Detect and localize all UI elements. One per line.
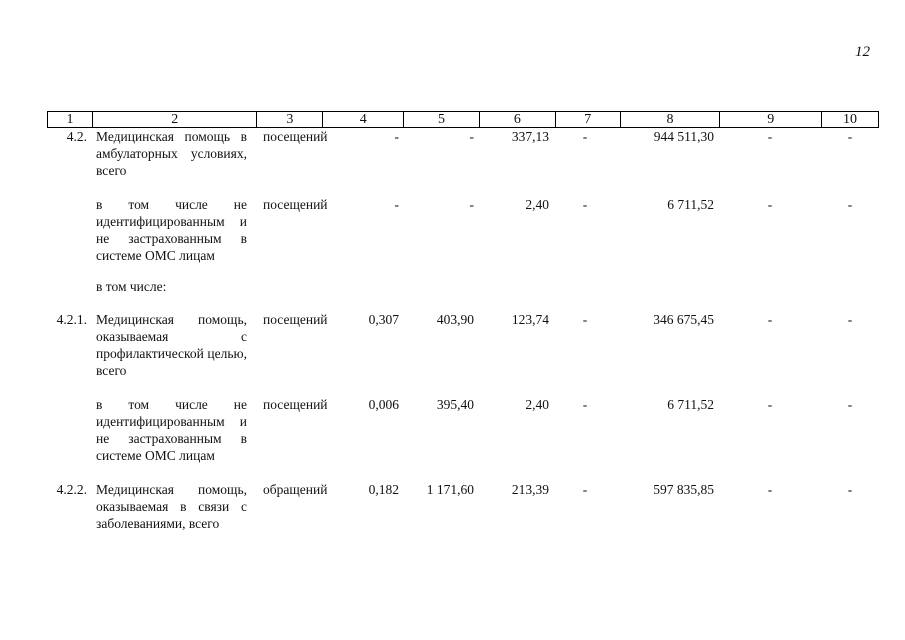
row-number: 4.2.1. <box>56 312 87 327</box>
row-number: 4.2. <box>66 129 87 144</box>
row-unit: посещений <box>263 129 328 144</box>
row-col-5: 395,40 <box>436 397 474 412</box>
row-col-10: - <box>847 312 853 327</box>
row-col-4: 0,006 <box>368 397 399 412</box>
row-col-5: 1 171,60 <box>426 482 474 497</box>
row-col-9: - <box>767 312 773 327</box>
row-col-7: - <box>582 482 588 497</box>
table-header <box>47 111 879 128</box>
row-col-9: - <box>767 397 773 412</box>
row-name: в том числе не идентифицированным и не застрахованным в системе ОМС лицам <box>96 197 247 263</box>
header-col-7: 7 <box>556 112 621 127</box>
row-col-6: 2,40 <box>525 197 549 212</box>
row-unit: посещений <box>263 312 328 327</box>
row-col-6: 123,74 <box>511 312 549 327</box>
header-col-2: 2 <box>93 112 258 127</box>
row-col-7: - <box>582 312 588 327</box>
header-col-5: 5 <box>404 112 480 127</box>
row-unit: посещений <box>263 197 328 212</box>
row-col-5: - <box>469 129 474 144</box>
row-col-6: 337,13 <box>511 129 549 144</box>
row-col-10: - <box>847 482 853 497</box>
row-col-4: - <box>394 129 399 144</box>
row-col-4: - <box>394 197 399 212</box>
header-col-6: 6 <box>480 112 556 127</box>
row-unit: посещений <box>263 397 328 412</box>
row-col-4: 0,307 <box>368 312 399 327</box>
row-col-8: 944 511,30 <box>653 129 714 144</box>
row-col-7: - <box>582 397 588 412</box>
page-number: 12 <box>855 44 870 60</box>
row-col-8: 346 675,45 <box>653 312 714 327</box>
row-name: Медицинская помощь, оказываемая в связи с заболеваниями, всего <box>96 482 247 531</box>
row-name: Медицинская помощь в амбулаторных условиях, всего <box>96 129 247 178</box>
header-col-9: 9 <box>720 112 822 127</box>
row-col-6: 2,40 <box>525 397 549 412</box>
row-col-9: - <box>767 197 773 212</box>
row-col-5: 403,90 <box>436 312 474 327</box>
header-col-1: 1 <box>48 112 93 127</box>
row-name: Медицинская помощь, оказываемая с профилактической целью, всего <box>96 312 247 378</box>
row-col-9: - <box>767 129 773 144</box>
row-name: в том числе не идентифицированным и не застрахованным в системе ОМС лицам <box>96 397 247 463</box>
row-name: в том числе: <box>96 279 167 294</box>
row-unit: обращений <box>263 482 328 497</box>
row-col-10: - <box>847 129 853 144</box>
row-col-6: 213,39 <box>511 482 549 497</box>
row-col-7: - <box>582 129 588 144</box>
header-col-3: 3 <box>257 112 323 127</box>
row-col-5: - <box>469 197 474 212</box>
row-col-10: - <box>847 197 853 212</box>
header-col-4: 4 <box>323 112 404 127</box>
row-col-8: 6 711,52 <box>667 397 714 412</box>
row-col-8: 6 711,52 <box>667 197 714 212</box>
header-col-10: 10 <box>843 112 858 127</box>
row-col-8: 597 835,85 <box>653 482 714 497</box>
row-number: 4.2.2. <box>56 482 87 497</box>
header-col-8: 8 <box>621 112 721 127</box>
row-col-10: - <box>847 397 853 412</box>
row-col-4: 0,182 <box>368 482 399 497</box>
row-col-7: - <box>582 197 588 212</box>
row-col-9: - <box>767 482 773 497</box>
